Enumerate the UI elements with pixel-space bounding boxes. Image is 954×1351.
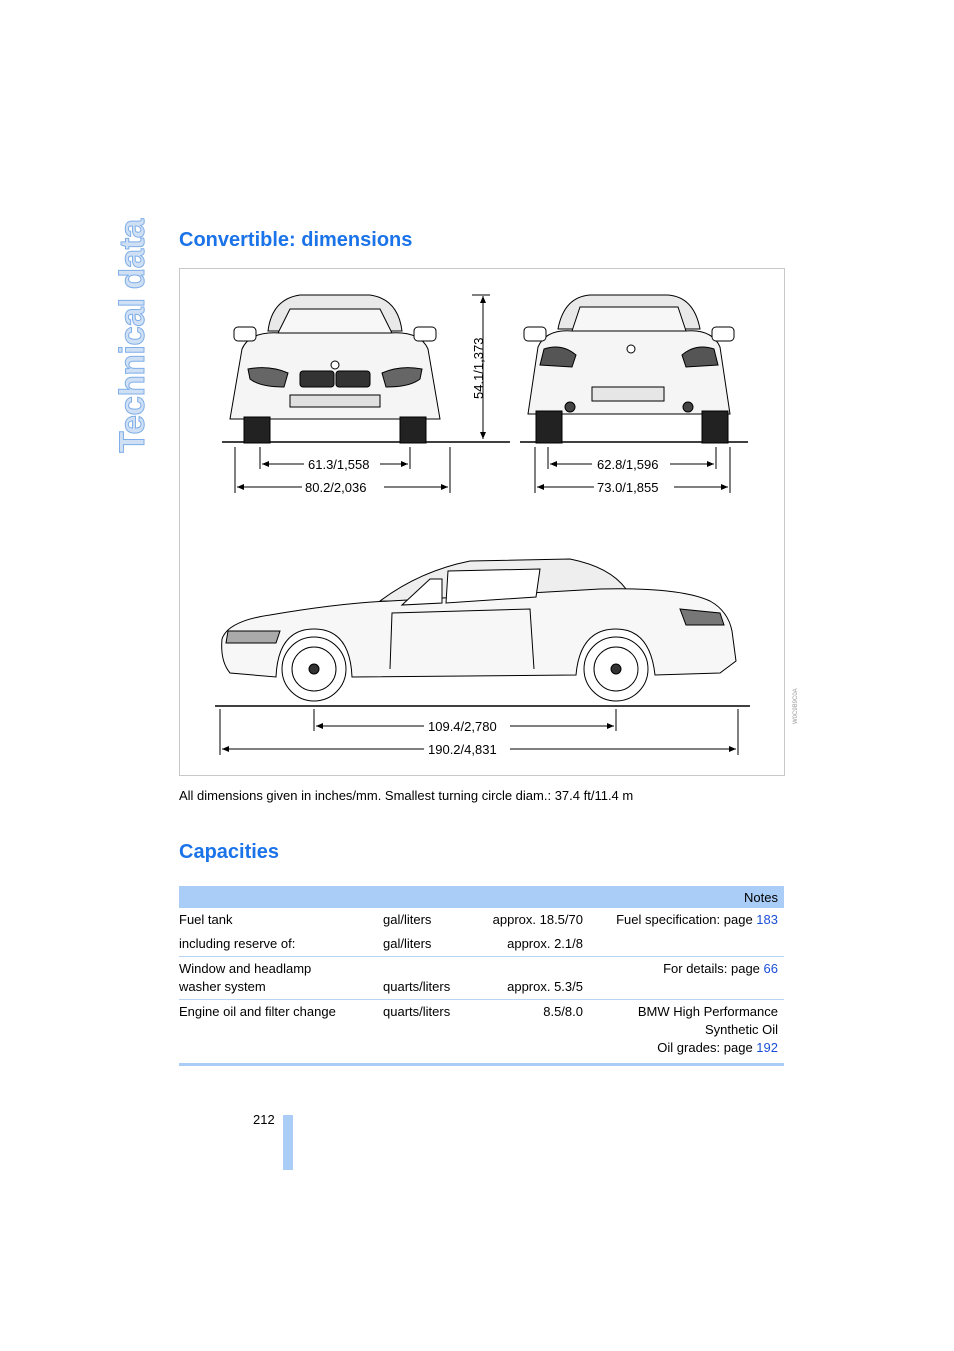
unit-cell xyxy=(383,957,463,1000)
note-cell xyxy=(591,957,784,1000)
table-row xyxy=(179,957,784,1000)
wheelbase-label: 109.4/2,780 xyxy=(428,719,497,734)
rear-track-label: 62.8/1,596 xyxy=(597,457,659,472)
front-track-label: 61.3/1,558 xyxy=(308,457,370,472)
item-cell: including reserve of: xyxy=(179,932,383,957)
item-cell xyxy=(179,957,383,1000)
dimensions-heading: Convertible: dimensions xyxy=(179,229,413,251)
unit-cell: quarts/liters xyxy=(383,1000,463,1065)
section-side-tab xyxy=(111,218,155,453)
unit-cell: gal/liters xyxy=(383,912,432,927)
item-line: Window and headlamp xyxy=(179,961,312,976)
table-row xyxy=(179,908,784,932)
value-cell: 8.5/8.0 xyxy=(463,1000,591,1065)
table-row xyxy=(179,932,784,957)
note-line: BMW High Performance xyxy=(637,1004,778,1019)
figure-code: W0C9B9C0A xyxy=(793,688,799,724)
height-dimension-label: 54.1/1,373 xyxy=(471,337,486,399)
dimensions-caption: All dimensions given in inches/mm. Smallest turning circle diam.: 37.4 ft/11.4 m xyxy=(179,788,634,803)
page-marker-bar xyxy=(283,1115,293,1170)
page-number: 212 xyxy=(253,1112,275,1127)
value-cell xyxy=(463,957,591,1000)
note-cell xyxy=(591,932,784,957)
item-cell: Engine oil and filter change xyxy=(179,1000,383,1065)
rear-view-drawing xyxy=(520,295,748,443)
page-link[interactable]: 183 xyxy=(756,912,778,927)
note-cell xyxy=(591,1000,784,1065)
side-tab-label: Technical data xyxy=(113,218,153,453)
rear-width-label: 73.0/1,855 xyxy=(597,480,659,495)
note-line: Synthetic Oil xyxy=(705,1022,778,1037)
capacities-heading: Capacities xyxy=(179,841,280,863)
table-header-row xyxy=(179,886,784,908)
car-dimension-drawings xyxy=(180,269,799,777)
dimensions-figure xyxy=(179,268,799,776)
unit-cell: gal/liters xyxy=(383,932,463,957)
page-link[interactable]: 66 xyxy=(763,961,778,976)
notes-header: Notes xyxy=(179,886,784,908)
note-cell xyxy=(591,908,784,932)
item-line: washer system xyxy=(179,979,266,994)
note-text: For details: page xyxy=(663,961,764,976)
front-width-label: 80.2/2,036 xyxy=(305,480,367,495)
front-view-drawing xyxy=(222,295,510,443)
capacities-table xyxy=(179,886,784,1066)
value-cell: approx. 18.5/70 xyxy=(492,912,583,927)
value-text: approx. 5.3/5 xyxy=(507,979,583,994)
value-cell: approx. 2.1/8 xyxy=(463,932,591,957)
table-row xyxy=(179,1000,784,1065)
page-link[interactable]: 192 xyxy=(756,1040,778,1055)
note-text: Oil grades: page xyxy=(657,1040,757,1055)
unit-text: quarts/liters xyxy=(383,979,451,994)
item-cell: Fuel tank xyxy=(179,912,233,927)
side-view-drawing xyxy=(215,559,750,706)
length-label: 190.2/4,831 xyxy=(428,742,497,757)
note-text: Fuel specification: page xyxy=(616,912,757,927)
